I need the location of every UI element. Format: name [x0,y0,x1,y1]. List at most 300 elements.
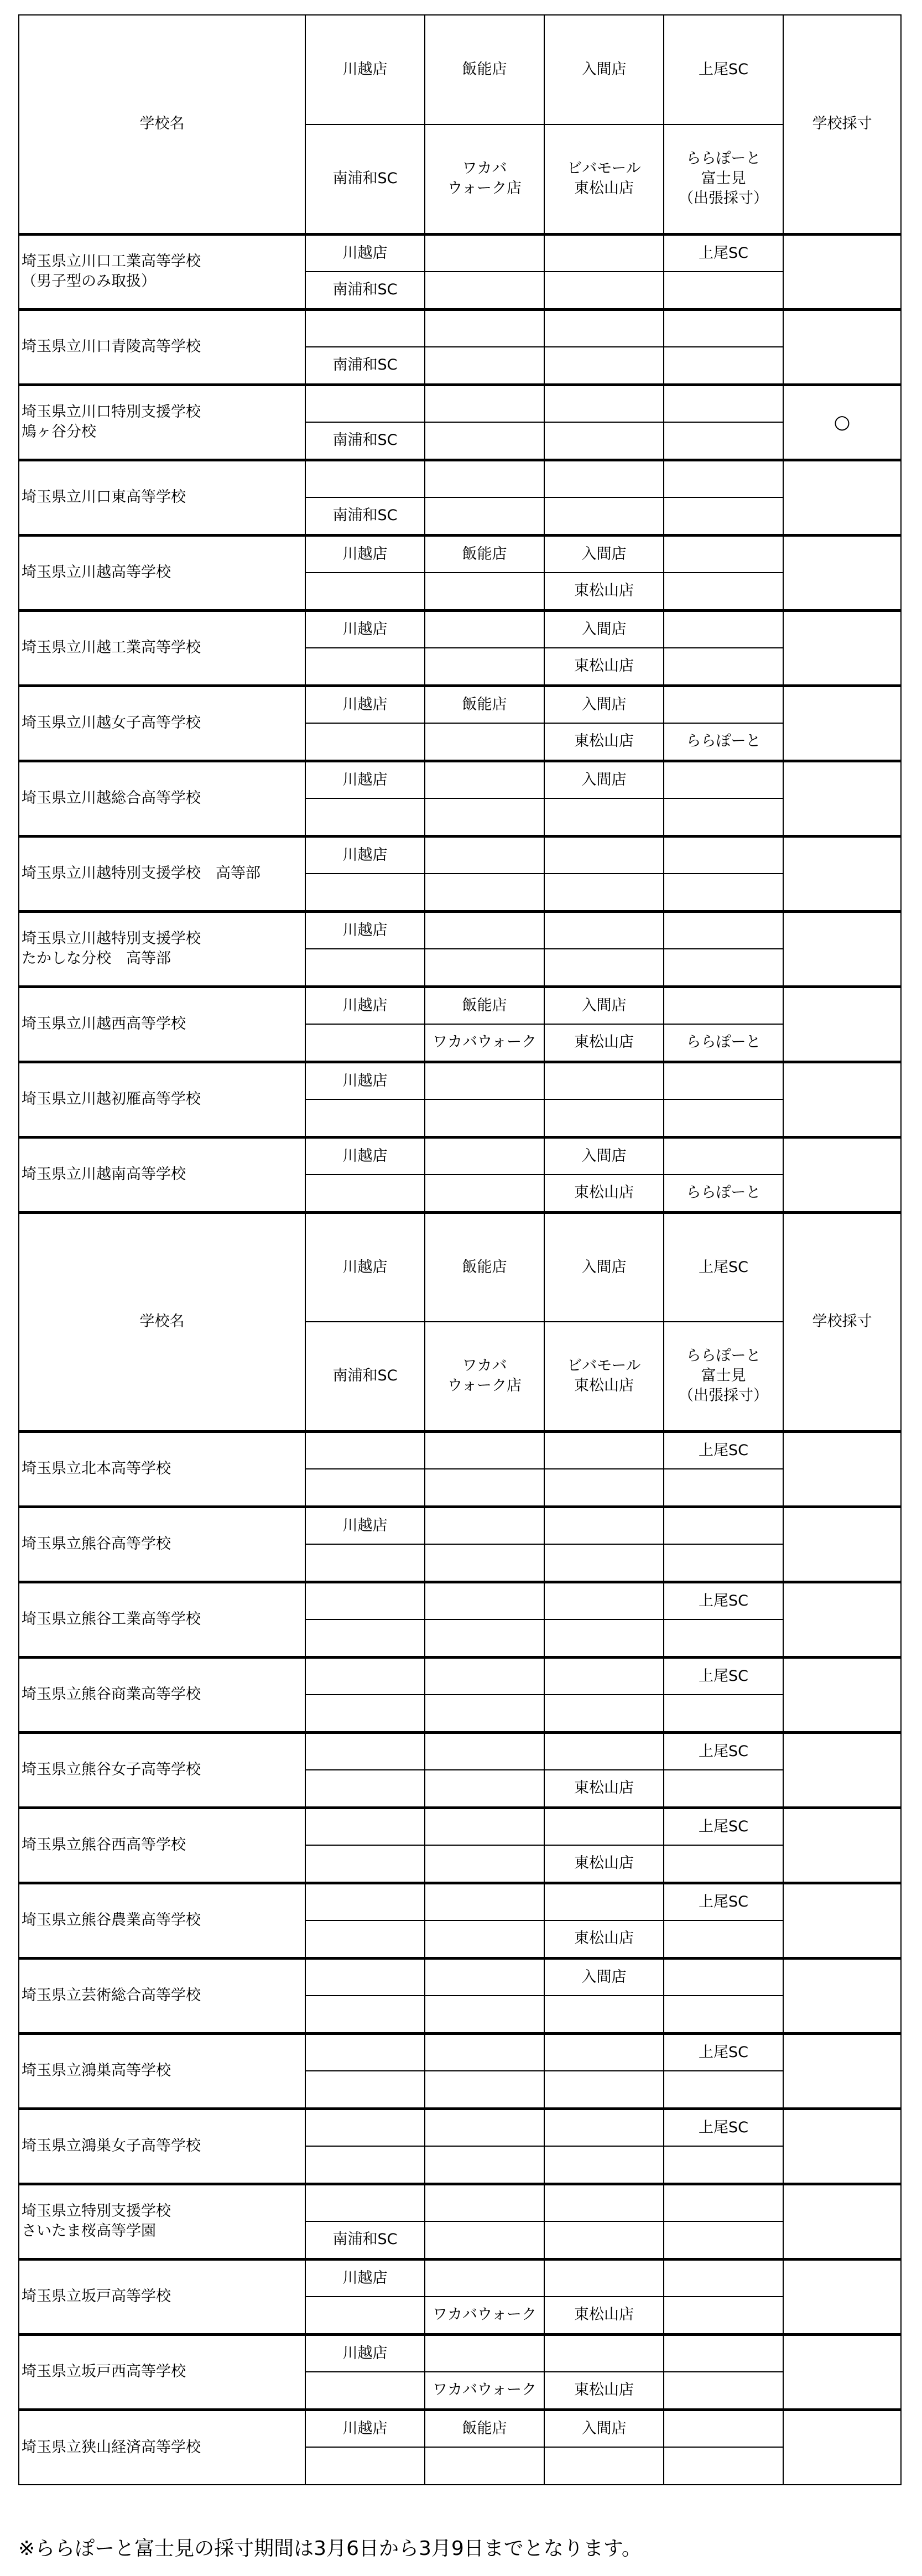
store-cell [305,1431,425,1469]
store-cell [305,2033,425,2071]
store-header-top: 入間店 [544,15,664,124]
store-cell [664,2297,783,2334]
store-cell [305,2071,425,2108]
school-measure-cell [783,309,901,385]
store-cell [664,1544,783,1582]
table-row [19,2184,901,2221]
store-cell: 入間店 [544,761,664,798]
store-cell [305,1695,425,1732]
store-cell: 東松山店 [544,2297,664,2334]
store-cell [544,1732,664,1770]
store-cell: 川越店 [305,610,425,648]
store-cell [544,2033,664,2071]
store-cell: ワカバウォーク [425,2297,544,2334]
school-measure-header: 学校採寸 [783,1212,901,1431]
table-row [19,460,901,497]
school-name: 埼玉県立熊谷女子高等学校 [19,1732,305,1808]
store-cell [664,874,783,911]
school-measure-cell [783,460,901,535]
store-cell [425,422,544,460]
store-cell: ららぽーと [664,1175,783,1212]
store-header-top: 飯能店 [425,15,544,124]
store-cell [544,272,664,309]
school-measure-cell [783,1582,901,1657]
store-cell [544,836,664,874]
store-header-bottom: 南浦和SC [305,124,425,234]
store-cell [544,949,664,986]
store-cell [425,2334,544,2372]
table-row [19,610,901,648]
school-measure-cell [783,836,901,911]
store-cell [425,761,544,798]
header-row-top [19,15,901,124]
school-name: 埼玉県立鴻巣女子高等学校 [19,2108,305,2184]
store-cell: 東松山店 [544,723,664,761]
school-measure-cell [783,2184,901,2259]
store-cell [664,1695,783,1732]
store-cell [425,2221,544,2259]
store-cell [664,2146,783,2184]
store-header-bottom: ららぽーと 富士見 （出張採寸） [664,1322,783,1431]
store-cell [544,2071,664,2108]
store-cell [425,723,544,761]
school-name: 埼玉県立川越特別支援学校 高等部 [19,836,305,911]
school-measure-cell [783,2334,901,2409]
store-cell [305,1657,425,1695]
store-header-top: 飯能店 [425,1212,544,1322]
store-cell [425,1137,544,1175]
store-cell [544,309,664,347]
store-cell [664,1958,783,1996]
store-cell: 入間店 [544,1958,664,1996]
store-cell [544,347,664,385]
store-cell [544,2259,664,2297]
school-store-table [18,14,902,2485]
store-cell [664,2259,783,2297]
store-header-top: 上尾SC [664,1212,783,1322]
store-cell [305,1808,425,1845]
table-row [19,1431,901,1469]
table-row [19,685,901,723]
store-cell: 上尾SC [664,1657,783,1695]
store-cell [664,2071,783,2108]
table-row [19,1883,901,1920]
school-name-header: 学校名 [19,15,305,234]
footnote: ※ららぽーと富士見の採寸期間は3月6日から3月9日までとなります。 [18,2537,642,2560]
store-cell [305,1732,425,1770]
store-cell [664,2409,783,2447]
store-cell [425,1996,544,2033]
school-measure-cell [783,1657,901,1732]
store-header-top: 川越店 [305,15,425,124]
store-cell [305,723,425,761]
store-cell: 東松山店 [544,1845,664,1883]
store-cell [305,1996,425,2033]
store-header-top: 入間店 [544,1212,664,1322]
store-cell: 東松山店 [544,1175,664,1212]
store-cell [305,385,425,422]
store-cell [425,648,544,685]
table-row [19,2259,901,2297]
store-cell [664,535,783,573]
school-measure-cell [783,2108,901,2184]
store-cell [425,798,544,836]
store-cell [305,1469,425,1507]
store-cell [425,385,544,422]
store-cell [425,497,544,535]
school-name: 埼玉県立芸術総合高等学校 [19,1958,305,2033]
store-cell [305,1883,425,1920]
store-cell [425,1619,544,1657]
store-cell: 入間店 [544,610,664,648]
store-cell: 川越店 [305,2334,425,2372]
store-cell [425,2259,544,2297]
store-cell [544,1695,664,1732]
store-cell: 東松山店 [544,648,664,685]
store-cell [425,1099,544,1137]
store-cell [425,2033,544,2071]
store-cell: 川越店 [305,2259,425,2297]
store-cell [664,309,783,347]
school-measure-cell [783,911,901,986]
store-cell [425,272,544,309]
table-row [19,1137,901,1175]
store-cell [544,874,664,911]
school-name: 埼玉県立川口東高等学校 [19,460,305,535]
store-cell [425,1732,544,1770]
store-header-bottom: ビバモール 東松山店 [544,1322,664,1431]
store-cell [305,1845,425,1883]
store-cell [305,1582,425,1619]
store-cell [544,1507,664,1544]
school-name: 埼玉県立熊谷高等学校 [19,1507,305,1582]
school-measure-cell [783,234,901,309]
store-cell [305,1024,425,1062]
table-row [19,1732,901,1770]
table-row [19,309,901,347]
store-cell [425,1544,544,1582]
store-cell [544,1062,664,1099]
store-header-bottom: ワカバ ウォーク店 [425,124,544,234]
store-cell: 飯能店 [425,986,544,1024]
store-cell [425,347,544,385]
store-cell [664,347,783,385]
store-cell [544,2146,664,2184]
store-cell [305,460,425,497]
school-name: 埼玉県立川越総合高等学校 [19,761,305,836]
store-cell: 入間店 [544,685,664,723]
store-cell [425,2184,544,2221]
store-cell [664,1920,783,1958]
store-cell: 川越店 [305,535,425,573]
store-header-bottom: ビバモール 東松山店 [544,124,664,234]
store-cell: 南浦和SC [305,2221,425,2259]
store-cell: 上尾SC [664,1431,783,1469]
school-measure-cell [783,685,901,761]
store-cell: 川越店 [305,685,425,723]
store-cell [425,1920,544,1958]
store-cell [664,986,783,1024]
store-cell [305,573,425,610]
school-name: 埼玉県立川越女子高等学校 [19,685,305,761]
store-cell: 入間店 [544,986,664,1024]
store-cell [305,2372,425,2409]
store-cell [664,2372,783,2409]
school-name: 埼玉県立熊谷商業高等学校 [19,1657,305,1732]
store-cell: 川越店 [305,234,425,272]
store-cell [664,949,783,986]
table-row [19,2334,901,2372]
store-cell [664,685,783,723]
store-cell [425,573,544,610]
store-cell: 上尾SC [664,234,783,272]
school-measure-cell [783,1732,901,1808]
store-cell [305,1920,425,1958]
school-name: 埼玉県立熊谷農業高等学校 [19,1883,305,1958]
school-name: 埼玉県立北本高等学校 [19,1431,305,1507]
school-name: 埼玉県立川越南高等学校 [19,1137,305,1212]
store-cell [544,2184,664,2221]
store-cell [664,2447,783,2485]
store-header-bottom: ららぽーと 富士見 （出張採寸） [664,124,783,234]
store-cell [664,798,783,836]
school-name: 埼玉県立川越初雁高等学校 [19,1062,305,1137]
school-measure-cell [783,2409,901,2485]
store-cell [664,2184,783,2221]
store-header-top: 川越店 [305,1212,425,1322]
school-measure-cell [783,986,901,1062]
store-cell [425,1883,544,1920]
table-row [19,1958,901,1996]
store-cell [425,1431,544,1469]
store-cell: 飯能店 [425,685,544,723]
store-cell: 川越店 [305,836,425,874]
school-name: 埼玉県立特別支援学校 さいたま桜高等学園 [19,2184,305,2259]
store-cell: 川越店 [305,761,425,798]
store-cell: 東松山店 [544,1024,664,1062]
store-cell: 入間店 [544,535,664,573]
school-name: 埼玉県立川口特別支援学校 鳩ヶ谷分校 [19,385,305,460]
school-name: 埼玉県立坂戸高等学校 [19,2259,305,2334]
store-cell [544,1582,664,1619]
store-cell [425,1507,544,1544]
store-cell: 川越店 [305,911,425,949]
store-cell: 南浦和SC [305,422,425,460]
store-cell [425,2108,544,2146]
store-cell: 川越店 [305,986,425,1024]
store-cell [664,1770,783,1808]
store-cell [664,1062,783,1099]
store-cell [425,309,544,347]
store-cell [425,2071,544,2108]
store-cell [544,1544,664,1582]
table-row [19,1808,901,1845]
store-cell [544,497,664,535]
store-cell: ららぽーと [664,723,783,761]
school-measure-cell [783,1137,901,1212]
store-cell [664,1845,783,1883]
school-measure-cell [783,1062,901,1137]
header-row-top [19,1212,901,1322]
store-cell [305,949,425,986]
store-cell [305,2146,425,2184]
store-cell [664,1099,783,1137]
store-cell: 上尾SC [664,2108,783,2146]
store-cell [425,949,544,986]
store-header-bottom: ワカバ ウォーク店 [425,1322,544,1431]
store-cell [664,272,783,309]
store-cell: 川越店 [305,2409,425,2447]
store-cell [425,1695,544,1732]
store-cell [544,1619,664,1657]
store-cell [544,2334,664,2372]
store-cell: 川越店 [305,1137,425,1175]
table-row [19,836,901,874]
store-cell [425,1062,544,1099]
store-cell: 飯能店 [425,535,544,573]
table-row [19,385,901,422]
store-cell [544,1099,664,1137]
store-cell [425,1582,544,1619]
store-cell [425,1770,544,1808]
store-cell [544,422,664,460]
store-cell [425,1175,544,1212]
store-cell [664,911,783,949]
school-measure-cell [783,535,901,610]
store-cell: ワカバウォーク [425,2372,544,2409]
store-cell [305,2184,425,2221]
store-cell [664,497,783,535]
store-cell [664,385,783,422]
store-cell [544,1996,664,2033]
store-cell [664,1619,783,1657]
table-row [19,1657,901,1695]
store-cell [544,385,664,422]
store-cell [425,911,544,949]
store-cell: 川越店 [305,1507,425,1544]
store-header-bottom: 南浦和SC [305,1322,425,1431]
store-cell [544,1469,664,1507]
school-name: 埼玉県立坂戸西高等学校 [19,2334,305,2409]
store-cell [425,836,544,874]
school-measure-cell: ○ [783,385,901,460]
school-name-header: 学校名 [19,1212,305,1431]
store-cell [544,1808,664,1845]
school-name: 埼玉県立鴻巣高等学校 [19,2033,305,2108]
table-row [19,1582,901,1619]
store-cell: 川越店 [305,1062,425,1099]
store-cell [664,2334,783,2372]
store-cell [664,648,783,685]
store-cell [544,1657,664,1695]
store-cell [664,422,783,460]
store-cell: 飯能店 [425,2409,544,2447]
store-cell [544,798,664,836]
store-cell [664,460,783,497]
store-cell [305,648,425,685]
school-measure-cell [783,1883,901,1958]
store-cell: 入間店 [544,1137,664,1175]
store-cell [305,1099,425,1137]
store-cell: ワカバウォーク [425,1024,544,1062]
store-cell [544,460,664,497]
school-name: 埼玉県立川越西高等学校 [19,986,305,1062]
store-header-top: 上尾SC [664,15,783,124]
table-body [19,15,901,2485]
school-name: 埼玉県立川口工業高等学校 （男子型のみ取扱） [19,234,305,309]
store-cell [425,1808,544,1845]
school-measure-header: 学校採寸 [783,15,901,234]
store-cell [305,874,425,911]
store-cell: 上尾SC [664,2033,783,2071]
school-measure-cell [783,2259,901,2334]
school-measure-cell [783,2033,901,2108]
table-row [19,986,901,1024]
store-cell [305,2108,425,2146]
store-cell [544,2221,664,2259]
store-cell: 東松山店 [544,1920,664,1958]
store-cell [664,610,783,648]
store-cell [425,460,544,497]
store-cell: ららぽーと [664,1024,783,1062]
store-cell [305,1619,425,1657]
store-cell [664,1469,783,1507]
store-cell: 南浦和SC [305,272,425,309]
store-cell [664,1996,783,2033]
table-row [19,2108,901,2146]
store-cell [664,1137,783,1175]
school-name: 埼玉県立川越工業高等学校 [19,610,305,685]
table-row [19,1507,901,1544]
store-cell [425,1469,544,1507]
school-name: 埼玉県立川越高等学校 [19,535,305,610]
store-cell [664,761,783,798]
school-name: 埼玉県立川口青陵高等学校 [19,309,305,385]
store-cell [305,1770,425,1808]
store-cell: 南浦和SC [305,347,425,385]
table-row [19,2033,901,2071]
store-cell [664,573,783,610]
store-cell: 上尾SC [664,1732,783,1770]
store-cell [305,2447,425,2485]
school-measure-cell [783,610,901,685]
store-cell [544,2108,664,2146]
store-cell [425,1845,544,1883]
store-cell [305,1544,425,1582]
table-row [19,761,901,798]
store-cell [544,2447,664,2485]
table-row [19,1062,901,1099]
store-cell [305,1175,425,1212]
table-row [19,911,901,949]
store-cell [305,798,425,836]
store-cell [425,874,544,911]
store-cell [425,234,544,272]
school-measure-cell [783,1431,901,1507]
school-measure-cell [783,1507,901,1582]
store-cell [305,1958,425,1996]
store-cell: 入間店 [544,2409,664,2447]
school-measure-cell [783,1958,901,2033]
store-cell [544,911,664,949]
store-cell [544,1431,664,1469]
store-cell [664,2221,783,2259]
store-cell: 南浦和SC [305,497,425,535]
store-cell [664,836,783,874]
school-measure-cell [783,1808,901,1883]
store-cell [425,2146,544,2184]
school-name: 埼玉県立狭山経済高等学校 [19,2409,305,2485]
